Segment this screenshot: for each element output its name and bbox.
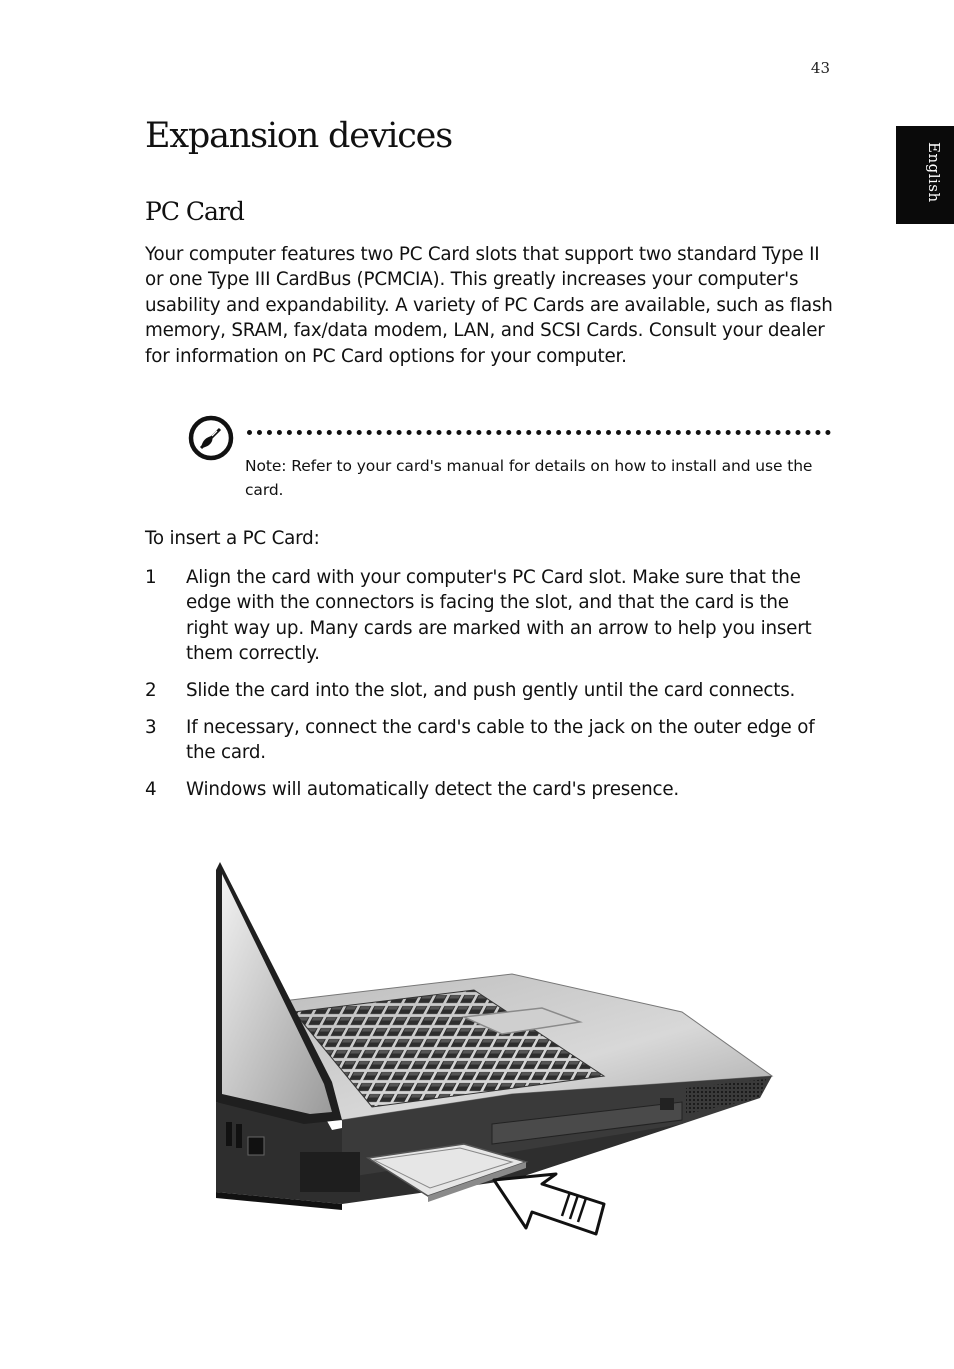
step-text: Windows will automatically detect the card's presence. (186, 779, 680, 801)
section-heading: PC Card (145, 197, 244, 226)
procedure-intro: To insert a PC Card: (145, 528, 320, 549)
language-tab-label: English (925, 142, 943, 203)
step-number: 4 (145, 779, 157, 801)
language-tab (896, 126, 954, 224)
step-item (145, 565, 835, 667)
laptop-pc-card-insertion-illustration (212, 862, 778, 1242)
page-title: Expansion devices (145, 116, 452, 156)
note-label: Note (245, 457, 282, 475)
note-divider (247, 430, 831, 435)
step-item (145, 678, 835, 703)
note-body: : Refer to your card's manual for details on how to install and use the card. (245, 457, 813, 499)
note-pen-icon (187, 414, 235, 462)
intro-paragraph: Your computer features two PC Card slots that support two standard Type II or one Type III CardBus (PCMCIA). This greatly increases your computer's usability and expandability. A variety of PC Cards are available, such as flash memory, SRAM, fax/data modem, LAN, and SCSI Cards. Consult your dealer for information on PC Card options for your computer. (145, 244, 833, 367)
step-item (145, 715, 835, 766)
step-text: Slide the card into the slot, and push gently until the card connects. (186, 680, 796, 702)
step-number: 1 (145, 567, 157, 588)
step-item (145, 777, 835, 802)
step-number: 3 (145, 717, 157, 739)
page-number: 43 (810, 59, 830, 77)
step-text: Align the card with your computer's PC Card slot. Make sure that the edge with the connectors is facing the slot, and that the card is the right way up. Many cards are marked with an arrow to help you insert them correctly. (186, 567, 812, 665)
note-text (245, 455, 835, 502)
step-number: 2 (145, 680, 157, 702)
step-text: If necessary, connect the card's cable to the jack on the outer edge of the card. (186, 717, 815, 764)
steps-list (145, 565, 835, 814)
